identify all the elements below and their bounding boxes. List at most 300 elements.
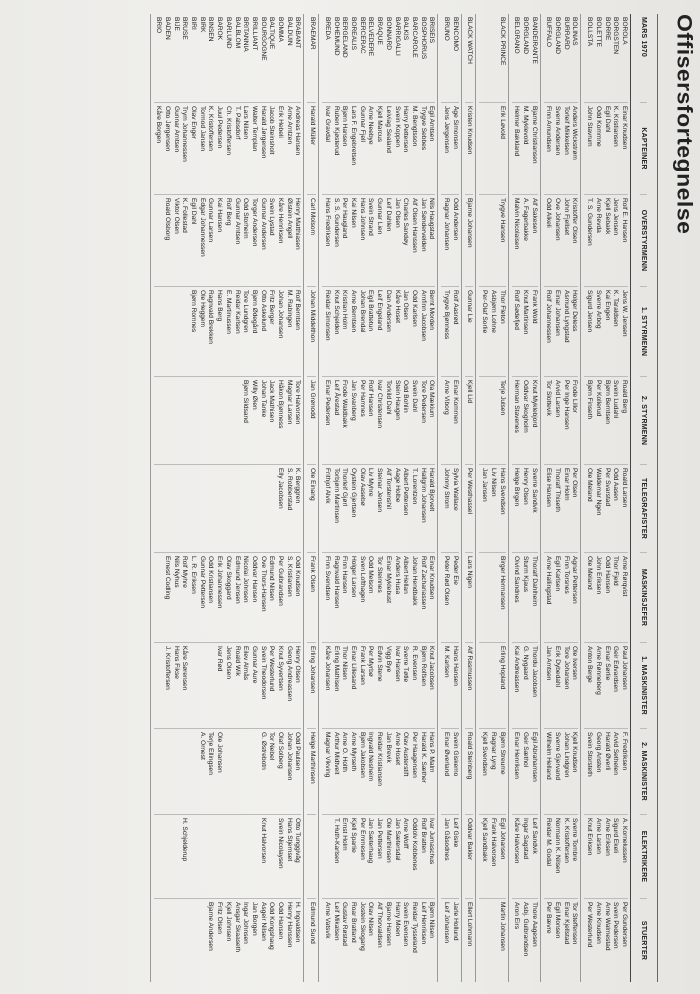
- officer-name: Arthur Midtveit: [332, 732, 340, 775]
- officer-names-cell: [322, 376, 435, 464]
- officer-name: Trym Johannessen: [181, 106, 189, 162]
- officer-name: Rolf E. Hansen: [621, 198, 628, 243]
- officer-name: Bjørn Ødegård: [250, 290, 258, 334]
- ship-name: BALKIS: [402, 17, 410, 41]
- officer-name: Jens Jørgensen: [443, 106, 451, 153]
- ship-group-row: [304, 14, 319, 982]
- officer-name: [188, 902, 197, 979]
- officer-name: Magnar Larsen: [285, 380, 293, 425]
- officer-names-cell: [154, 194, 302, 286]
- officer-name: Magnar Vikving: [323, 732, 331, 778]
- officer-name: Jan Jansen: [481, 468, 489, 502]
- officer-name: [206, 468, 215, 549]
- officer-name: Sigurd Ekeli: [612, 818, 620, 854]
- officer-name: Arne Walmestad: [603, 902, 611, 951]
- officer-name: Gunnar Arntsen: [233, 198, 241, 245]
- officer-name: Tore Johansen: [562, 646, 570, 690]
- officer-name: [223, 468, 232, 549]
- officer-name: Torger Andersen: [250, 198, 258, 247]
- officer-name: Alf Olsen Hanssen: [410, 198, 418, 253]
- officer-name: Sverre Andersen: [554, 106, 562, 156]
- officer-name: Edgar Johannessen: [198, 198, 206, 257]
- officer-name: Lars Nigen: [466, 556, 474, 588]
- officer-name: Hans Fikse: [172, 646, 180, 679]
- officer-name: [214, 468, 223, 549]
- officer-name: Roald Steinberg: [466, 732, 474, 780]
- officer-name: Henry Olsen: [294, 646, 302, 683]
- officer-names-cell: [544, 286, 579, 376]
- officer-name: Per Westhassel: [466, 468, 474, 515]
- officer-name: Ivar Jumaschus: [428, 818, 436, 865]
- officer-names-cell: [154, 376, 302, 464]
- officer-name: [162, 818, 171, 895]
- officer-name: Egil Abrahamsen: [530, 732, 538, 782]
- officer-names-cell: [512, 464, 538, 552]
- officer-name: Torkild Dahl: [384, 380, 392, 415]
- officer-name: Thordu Jacobsen: [530, 646, 538, 697]
- officer-name: Anders Wickstrøm: [571, 106, 579, 160]
- officer-names-cell: [322, 552, 435, 642]
- officer-name: Reidar Kristiansen: [376, 732, 384, 786]
- officer-name: Georg Andreassen: [285, 646, 293, 701]
- officer-name: K. Taraldsen: [612, 290, 620, 327]
- officer-name: Johan Hendbakk: [410, 556, 418, 606]
- officer-names-cell: [441, 464, 458, 552]
- column-header: MASKINSJEFER: [641, 552, 648, 642]
- officer-name: [206, 818, 215, 895]
- officer-name: Jens W. Jensen: [621, 290, 628, 337]
- officer-name: Oddvar Hansen: [250, 556, 258, 603]
- ship-name: BOLINAS: [571, 17, 579, 46]
- officer-name: Ch. Kristoffersen: [224, 106, 232, 155]
- officer-name: Odd Kongshaug: [268, 902, 276, 950]
- column-header: OVERSTYRMENN: [641, 194, 648, 286]
- officer-names-cell: [154, 102, 302, 194]
- officer-name: [171, 290, 180, 373]
- officer-name: Anton Berge: [586, 646, 594, 683]
- officer-name: Kjell Johnsen: [224, 902, 232, 942]
- officer-name: Svein Pedersen: [612, 902, 620, 949]
- officer-name: [154, 468, 163, 549]
- officer-name: Tormod Jansen: [198, 106, 206, 152]
- officer-name: Svein Giskemo: [451, 732, 459, 777]
- officer-name: [223, 818, 232, 895]
- officer-name: Waldemar Ngen: [594, 468, 602, 516]
- officer-name: [258, 468, 267, 549]
- officer-name: K. Follestad: [181, 198, 189, 233]
- officer-name: [241, 818, 250, 895]
- officer-name: Johan Johansen: [285, 732, 293, 781]
- ship-name: BRUSE: [181, 17, 189, 40]
- officer-name: [214, 818, 223, 895]
- officer-name: Arvid Sethelen: [612, 732, 620, 775]
- officer-names-cell: [512, 814, 538, 898]
- officer-name: Odd Kristiansen: [207, 556, 215, 603]
- officer-name: J. Kristoffersen: [163, 646, 171, 690]
- officer-names-cell: [154, 898, 302, 982]
- officer-name: Sigurd Jensen: [586, 290, 594, 333]
- officer-name: Otto Askelund: [259, 290, 267, 332]
- officer-name: [180, 290, 189, 373]
- officer-name: Per Olsen: [571, 468, 579, 498]
- ship-name: BRITANNIA: [242, 17, 250, 52]
- officer-names-cell: [465, 102, 474, 194]
- officer-name: Odd Bohlin: [402, 380, 410, 413]
- officer-name: Ragnvald Brekken: [207, 290, 215, 344]
- officer-names-cell: [441, 642, 458, 728]
- officer-name: Roald Olsborg: [163, 198, 171, 241]
- officer-name: [241, 468, 250, 549]
- officer-name: Alf Sakesen: [530, 198, 538, 234]
- officer-name: Arne Myrseth: [350, 732, 358, 772]
- officer-name: Roald Larsen: [621, 468, 628, 508]
- officer-name: Vigg Bye: [384, 646, 392, 673]
- officer-name: Tor Nebel: [268, 732, 276, 761]
- officer-name: Edvin Stene: [376, 646, 384, 682]
- officer-names-cell: [544, 102, 579, 194]
- officer-names-cell: [479, 814, 505, 898]
- ship-group-row: [475, 14, 507, 982]
- officer-names-cell: [479, 642, 505, 728]
- officer-name: Asmund Lyngstad: [562, 290, 570, 343]
- officer-name: Svein Koppen: [393, 106, 401, 148]
- officer-name: Albert Hellan: [402, 556, 410, 594]
- officer-name: Normann K. Nilsen: [554, 818, 562, 874]
- officer-name: Harald Jørgensen: [259, 106, 267, 159]
- officer-name: Knut Eriksen: [586, 818, 594, 856]
- officer-name: Wilhelm Helland: [545, 732, 553, 780]
- officer-name: [188, 468, 197, 549]
- officer-name: Ivar Hansen: [393, 646, 401, 682]
- ship-name: BRAQUE: [376, 17, 384, 45]
- ship-name: BAROK: [216, 17, 224, 41]
- officer-name: Olav Nilsen: [367, 902, 375, 936]
- ship-name: BELVEDERE: [367, 17, 375, 57]
- officer-name: Odd Melsom: [367, 556, 375, 594]
- officer-name: Ernst Holm: [341, 818, 349, 851]
- officer-name: Leif Sandvik: [530, 818, 538, 854]
- officer-name: Henry Matthiasen: [294, 198, 302, 250]
- column-header: 1. STYRMENN: [641, 286, 648, 376]
- officer-name: Harry Pettersen: [402, 106, 410, 153]
- officer-name: Johan Lindgren: [562, 732, 570, 778]
- officer-names-cell: [308, 286, 317, 376]
- officer-name: Øistein Angell: [285, 198, 293, 239]
- officer-name: Harald K. Sæther: [419, 732, 427, 783]
- officer-name: Ragnvald Hansen: [332, 556, 340, 609]
- officer-name: Terje Ellingsen: [207, 732, 215, 775]
- ship-names-cell: [479, 14, 505, 102]
- column-header: 2. STYRMENN: [641, 376, 648, 464]
- officer-name: Thore Aagesen: [530, 902, 538, 947]
- officer-name: John Stavrum: [586, 106, 594, 147]
- ship-group-row: [437, 14, 460, 982]
- officer-name: Per Inge Hansen: [562, 380, 570, 430]
- officer-name: [162, 290, 171, 373]
- officer-name: Jens Jensen: [612, 198, 620, 236]
- officer-name: [171, 902, 180, 979]
- officer-names-cell: [544, 728, 579, 814]
- officer-name: Gunnar Arntsen: [172, 106, 180, 153]
- officer-names-cell: [441, 194, 458, 286]
- officer-name: Johan Tanke: [259, 380, 267, 418]
- officer-name: Einar Holm: [562, 468, 570, 501]
- officer-names-cell: [584, 102, 628, 194]
- officer-name: Trygve Bjønness: [443, 290, 451, 340]
- officer-name: Bjørn Nilsen: [428, 902, 436, 938]
- officer-name: M. Karlsen: [443, 646, 451, 678]
- officer-name: Asbjørn Lohne: [489, 290, 497, 333]
- officer-names-cell: [154, 286, 302, 376]
- ship-group-row: [540, 14, 581, 982]
- officer-name: Peter Rød Olsen: [443, 556, 451, 606]
- officer-name: Helge Marthinsen: [309, 732, 317, 784]
- officer-name: Reidar M. Godal: [545, 818, 553, 867]
- ship-name: BRAEMAR: [309, 17, 317, 50]
- officer-name: Jan Sæterhaug: [367, 818, 375, 864]
- column-header: ELEKTRIKERE: [641, 814, 648, 898]
- officer-name: Einar Henriksen: [513, 732, 521, 779]
- officer-name: [171, 380, 180, 461]
- officer-name: Jan Svanberg: [350, 380, 358, 421]
- ship-name: BURRARD: [562, 17, 570, 50]
- officer-name: Ellert Lohmann: [466, 902, 474, 947]
- officer-name: Torleif Mikkelsen: [562, 106, 570, 155]
- officer-name: Jan Olsen: [393, 198, 401, 228]
- officer-name: Per Emmesen: [358, 818, 366, 860]
- ship-name: BOMMA: [277, 17, 285, 42]
- officer-name: E. Martinussen: [224, 290, 232, 334]
- officer-name: Alf Thorvaldsen: [376, 902, 384, 948]
- officer-name: Rolf Zachariassen: [419, 556, 427, 610]
- officer-name: Thor Fjeld: [612, 556, 620, 586]
- officer-name: Aage Holbe: [393, 468, 401, 503]
- officer-name: Edmund Jensen: [233, 556, 241, 604]
- ship-names-cell: [512, 14, 538, 102]
- officer-name: Kai Andreassen: [513, 646, 521, 693]
- officer-name: [154, 902, 163, 979]
- officer-name: Kristen Knudsen: [466, 106, 474, 155]
- officer-name: Per Bævre: [545, 902, 553, 934]
- officer-name: Kai Hansen: [216, 198, 224, 233]
- officer-names-cell: [512, 194, 538, 286]
- officer-name: Thor Nilsen: [341, 646, 349, 680]
- table-body: [150, 14, 630, 982]
- officer-name: Einar Myklebust: [384, 556, 392, 603]
- ship-names-cell: [154, 14, 302, 102]
- officer-names-cell: [154, 642, 302, 728]
- officer-name: Odd Hansen: [603, 556, 611, 594]
- officer-name: Oystein Gjertsen: [350, 468, 358, 518]
- officer-name: Kjell Svendsen: [481, 732, 489, 776]
- officer-name: Roald Wik: [233, 646, 241, 677]
- officer-names-cell: [465, 552, 474, 642]
- officer-name: Kai Nilsen: [350, 198, 358, 228]
- officer-name: Ivar Christensen: [376, 380, 384, 429]
- officer-name: Kjell Sebakk: [603, 198, 611, 235]
- officer-name: Henry Olsen: [521, 468, 529, 505]
- officer-name: John Eriksen: [594, 556, 602, 595]
- officer-name: Roar Bratland: [350, 902, 358, 943]
- officer-name: Per Westerlund: [586, 902, 594, 948]
- officer-name: Einar Kjellstad: [562, 902, 570, 945]
- officer-name: Tor Steinnes: [376, 556, 384, 593]
- officer-names-cell: [441, 286, 458, 376]
- officer-names-cell: [322, 898, 435, 982]
- officer-name: Ivar Gravdal: [323, 106, 331, 142]
- officer-names-cell: [584, 286, 628, 376]
- officer-name: Frode Waldbakk: [341, 380, 349, 428]
- officer-name: [154, 818, 163, 895]
- officer-name: John Fjellset: [562, 198, 570, 236]
- officer-name: Per Myrbø: [367, 646, 375, 677]
- ship-name: BLACK WATCH: [466, 17, 474, 64]
- officer-name: Birger Hermansen: [498, 556, 506, 610]
- officer-names-cell: [479, 102, 505, 194]
- table-header: [630, 14, 658, 982]
- officer-name: Knut Syvertsen: [277, 646, 285, 691]
- officer-names-cell: [544, 552, 579, 642]
- officer-names-cell: [154, 552, 302, 642]
- officer-name: Arne Vatsvik: [323, 902, 331, 939]
- officer-name: Kristian Holm: [341, 290, 349, 330]
- officer-name: Svein Evensen: [402, 902, 410, 946]
- ship-name: BRISEIS: [428, 17, 436, 44]
- ship-name: BANDEIRANTE: [530, 17, 538, 64]
- officer-name: [162, 468, 171, 549]
- officer-name: Arne Larsen: [594, 818, 602, 854]
- officer-names-cell: [441, 552, 458, 642]
- officer-name: Rolf Hansen: [367, 380, 375, 417]
- officer-names-cell: [322, 814, 435, 898]
- officer-name: Håkon Bjønness: [277, 380, 285, 429]
- officer-name: Tor Steffensen: [571, 902, 579, 945]
- officer-name: Arne Revda: [594, 198, 602, 233]
- ship-name: BIRK: [198, 17, 206, 33]
- ship-name: BARLUND: [224, 17, 232, 49]
- officer-name: [214, 380, 223, 461]
- ship-names-cell: [465, 14, 474, 102]
- officer-names-cell: [441, 814, 458, 898]
- officer-name: Jan Borgen: [250, 902, 258, 936]
- officer-name: Peder Eie: [451, 556, 459, 585]
- officer-name: R. Evensen: [410, 646, 418, 681]
- ship-name: BORGLAND: [521, 17, 529, 55]
- officer-name: [197, 818, 206, 895]
- officer-name: Bjørn Finseth: [586, 380, 594, 420]
- officer-name: Ragnar Lyng: [489, 732, 497, 770]
- officer-name: Jan Søndervelden: [419, 198, 427, 252]
- ship-name: BELGRANO: [513, 17, 521, 54]
- officer-name: Leif Johansen: [443, 902, 451, 944]
- officer-name: Svein Nicolaysen: [277, 818, 285, 869]
- column-header: 2. MASKINISTER: [641, 728, 648, 814]
- officer-names-cell: [584, 194, 628, 286]
- officer-name: Gustav Røstad: [341, 902, 349, 946]
- officer-name: T. Pabsdorf: [233, 106, 241, 140]
- officer-name: Leif Henriksen: [419, 902, 427, 945]
- officer-name: Rolf Myhre: [181, 556, 189, 588]
- officer-name: F. Fredriksen: [621, 732, 628, 771]
- officer-name: Aron Eirs: [513, 902, 521, 930]
- officer-name: Helge Birgen: [513, 468, 521, 507]
- officer-names-cell: [544, 898, 579, 982]
- officer-name: Kåre Sørensen: [181, 646, 189, 691]
- ship-names-cell: [322, 14, 435, 102]
- officer-name: [180, 732, 189, 811]
- officer-name: [154, 646, 163, 725]
- officer-name: Jan Olsen: [402, 290, 410, 320]
- officer-name: Sverre Sandvik: [530, 468, 538, 513]
- officer-name: [188, 646, 197, 725]
- officer-name: Olav Aasebø: [358, 468, 366, 506]
- ship-group-row: [318, 14, 437, 982]
- officer-name: [154, 556, 163, 639]
- officer-name: Arne Berntsen: [350, 290, 358, 333]
- officer-names-cell: [479, 194, 505, 286]
- officer-name: Leif Mikalsen: [332, 902, 340, 941]
- ship-name: BLACK PRINCE: [498, 17, 506, 66]
- officer-name: Ole Johansen: [216, 732, 224, 773]
- officer-name: Knut Halvorsen: [259, 818, 267, 864]
- officer-name: Ivar Rød: [216, 646, 224, 672]
- officer-name: S. Robberstad: [285, 468, 293, 511]
- officer-name: Knut Myklebjord: [530, 380, 538, 428]
- officer-name: Kåre Johansen: [323, 646, 331, 691]
- officer-name: Hans Svendsen: [498, 468, 506, 515]
- column-header: TELEGRAFISTER: [641, 464, 648, 552]
- officer-names-cell: [584, 552, 628, 642]
- officer-name: Arne Arntzen: [285, 106, 293, 145]
- ship-group-row: [580, 14, 630, 982]
- officer-name: Ingar Sagstad: [521, 818, 529, 860]
- officer-name: A. Fagerbakke: [521, 198, 529, 241]
- officer-name: Herman Stavenes: [513, 380, 521, 433]
- officer-name: Ernest Codling: [163, 556, 171, 600]
- officer-names-cell: [512, 286, 538, 376]
- officer-name: Kjell Sandbakk: [481, 818, 489, 862]
- officer-name: Asbj. Gulbrandsen: [521, 902, 529, 957]
- officer-name: Ingvald Nesheim: [367, 732, 375, 782]
- officer-name: Rolf Bratten: [419, 818, 427, 853]
- officer-names-cell: [441, 898, 458, 982]
- officer-name: Erling Johansen: [309, 646, 317, 694]
- officer-name: Otto Jørgensen: [163, 106, 171, 152]
- officer-name: Ole Meland: [586, 468, 594, 502]
- officer-names-cell: [308, 898, 317, 982]
- officer-name: Nils Haugstad: [428, 198, 436, 240]
- officer-names-cell: [584, 376, 628, 464]
- officer-name: Sverre Arbog: [594, 290, 602, 329]
- officer-name: Egil Karlsen: [554, 556, 562, 592]
- officer-name: Anders Husa: [393, 556, 401, 595]
- officer-names-cell: [308, 814, 317, 898]
- officer-name: Otto Tunggivåg: [294, 818, 302, 863]
- officer-names-cell: [544, 194, 579, 286]
- officer-name: Kåre Borgen: [155, 106, 163, 144]
- officer-name: M. Myklevold: [521, 106, 529, 145]
- officer-name: Trygve Sebbes: [419, 106, 427, 151]
- ship-name: BUFFALO: [545, 17, 553, 48]
- ship-name: BOREALIS: [350, 17, 358, 50]
- officer-name: Svein Theodorsen: [259, 646, 267, 700]
- officer-names-cell: [322, 642, 435, 728]
- officer-name: Frithjof Alvik: [323, 468, 331, 504]
- officer-names-cell: [479, 898, 505, 982]
- officer-names-cell: [512, 898, 538, 982]
- officer-names-cell: [322, 728, 435, 814]
- officer-names-cell: [479, 464, 505, 552]
